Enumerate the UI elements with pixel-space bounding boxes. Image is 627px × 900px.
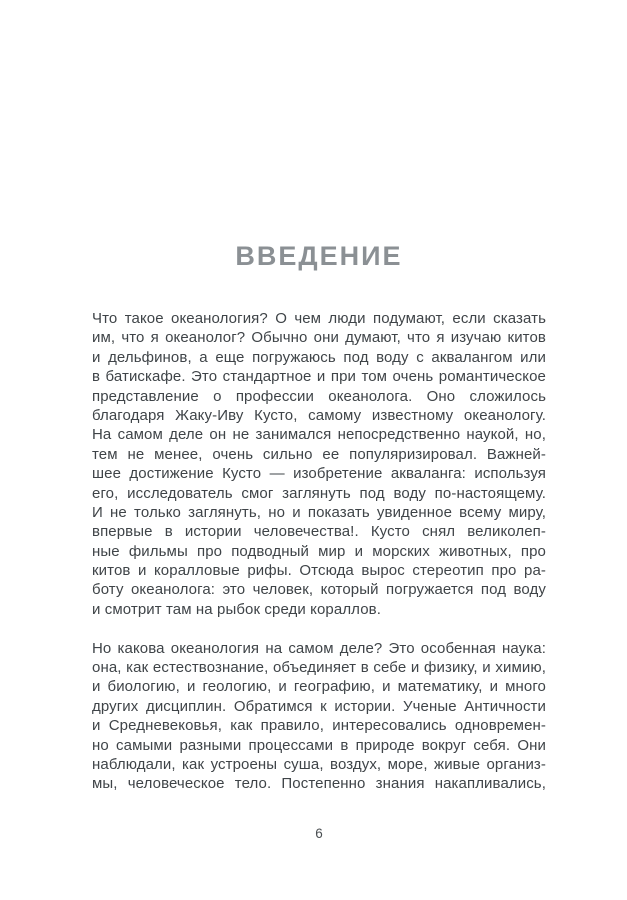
body-text [92,309,546,794]
text-line: мы, человеческое тело. Постепенно знания накапливались, [92,775,546,793]
text-line: боту океанолога: это человек, который погружается под воду [92,581,546,599]
text-line: шее достижение Кусто — изобретение акваланга: используя [92,465,546,483]
text-line: других дисциплин. Обратимся к истории. Ученые Античности [92,697,546,715]
text-line: в батискафе. Это стандартное и при том очень романтическое [92,368,546,386]
text-line: представление о профессии океанолога. Оно сложилось [92,387,546,405]
paragraph-2 [92,639,546,794]
text-line: и биологию, и геологию, и географию, и математику, и много [92,678,546,696]
text-line: им, что я океанолог? Обычно они думают, что я изучаю китов [92,329,546,347]
text-line: но самыми разными процессами в природе вокруг себя. Они [92,736,546,754]
text-line: Но какова океанология на самом деле? Это особенная наука: [92,639,546,657]
text-line: и Средневековья, как правило, интересовались одновремен- [92,717,546,735]
text-line: ные фильмы про подводный мир и морских животных, про [92,542,546,560]
text-line: и дельфинов, а еще погружаюсь под воду с аквалангом или [92,348,546,366]
paragraph-1 [92,309,546,619]
text-line: На самом деле он не занимался непосредственно наукой, но, [92,426,546,444]
chapter-title: ВВЕДЕНИЕ [235,241,403,272]
text-line: И не только заглянуть, но и показать увиденное всему миру, [92,503,546,521]
text-line: китов и коралловые рифы. Отсюда вырос стереотип про ра- [92,562,546,580]
text-line: впервые в истории человечества!. Кусто снял великолеп- [92,523,546,541]
text-line: и смотрит там на рыбок среди кораллов. [92,600,381,618]
text-line: Что такое океанология? О чем люди подумают, если сказать [92,310,546,327]
page-number: 6 [315,826,323,841]
text-line: благодаря Жаку-Иву Кусто, самому известному океанологу. [92,406,546,424]
text-line: наблюдали, как устроены суша, воздух, море, живые организ- [92,755,546,773]
text-line: тем не менее, очень сильно ее популяризировал. Важней- [92,445,546,463]
text-line: его, исследователь смог заглянуть под воду по-настоящему. [92,484,546,502]
text-line: она, как естествознание, объединяет в себе и физику, и химию, [92,659,546,677]
